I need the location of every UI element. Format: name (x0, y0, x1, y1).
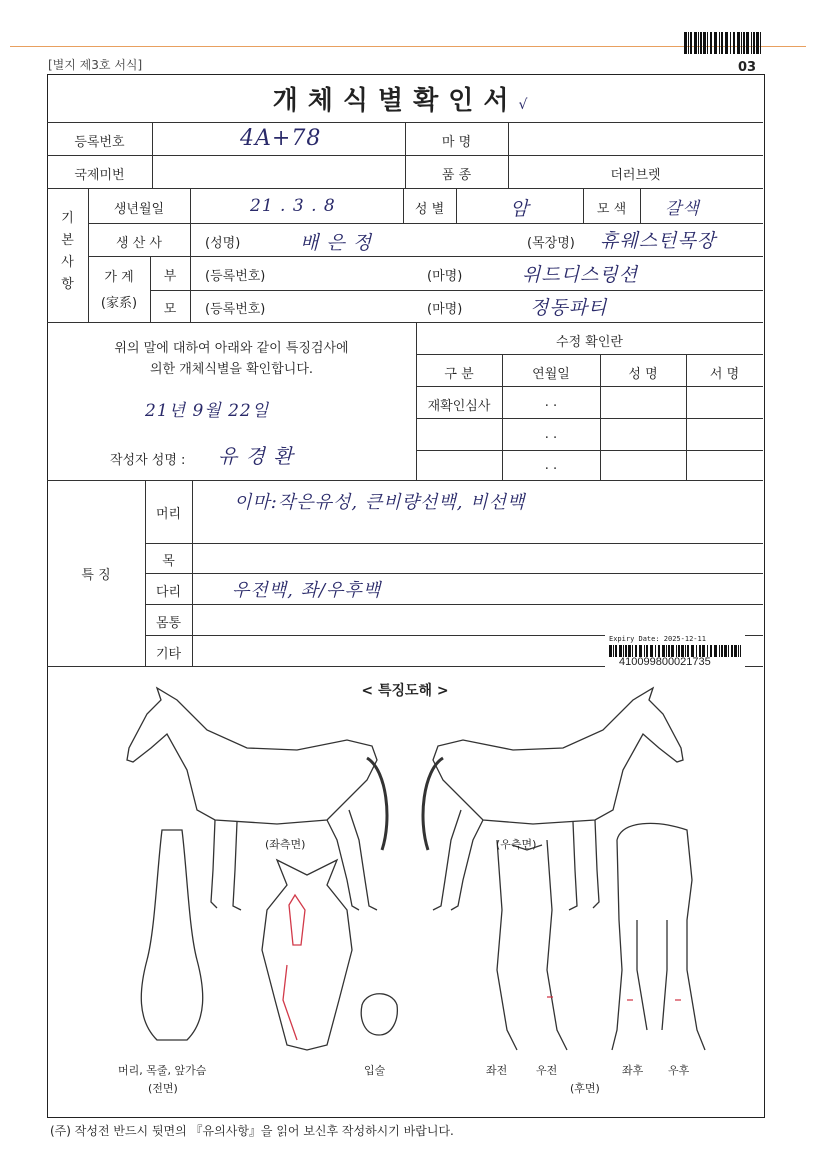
form-label: [별지 제3호 서식] (48, 58, 143, 72)
sire-label: 부 (163, 269, 177, 284)
feature-head-label: 머리 (155, 507, 182, 522)
revision-row1-type: 재확인심사 (427, 399, 491, 414)
front-caption: (전면) (148, 1082, 178, 1095)
rear-caption: (후면) (570, 1082, 600, 1095)
right-side-caption: (우측면) (496, 838, 537, 851)
feature-leg-label: 다리 (155, 585, 182, 600)
front-legs-drawing (497, 840, 567, 1050)
left-side-caption: (좌측면) (265, 838, 306, 851)
pedigree-hanja: (家系) (100, 296, 138, 311)
diagram-title: < 특징도해 > (361, 683, 449, 699)
sire-reg-label: (등록번호) (205, 269, 266, 284)
left-front-caption: 좌전 (486, 1064, 508, 1077)
revision-header-type: 구 분 (444, 367, 474, 382)
right-front-caption: 우전 (536, 1064, 558, 1077)
right-side-horse-drawing (423, 688, 683, 910)
feature-head-value: 이마:작은유성, 큰비량선백, 비선백 (234, 492, 526, 513)
breed-value: 더러브렛 (610, 168, 661, 183)
feature-neck-label: 목 (162, 554, 175, 569)
confirm-line2: 의한 개체식별을 확인합니다. (149, 362, 314, 377)
dam-name-label: (마명) (427, 302, 463, 317)
page-barcode (684, 32, 762, 54)
writer-label: 작성자 성명 : (110, 453, 186, 468)
id-sticker: Expiry Date: 2025-12-11 410099800021735 (605, 635, 745, 671)
farm-label: (목장명) (527, 236, 575, 251)
feature-other-label: 기타 (155, 647, 182, 662)
feature-leg-value: 우전백, 좌/우후백 (232, 580, 382, 601)
features-label: 특 징 (81, 568, 111, 583)
right-hind-caption: 우후 (668, 1064, 690, 1077)
rear-drawing (612, 823, 705, 1050)
reg-label: 등록번호 (74, 135, 125, 150)
revision-header-name: 성 명 (628, 367, 658, 382)
color-value: 갈색 (665, 199, 700, 219)
revision-row2-date: . . (544, 427, 558, 442)
sire-name: 위드디스링션 (522, 264, 639, 286)
revision-row1-date: . . (544, 395, 558, 410)
confirm-date: 21년 9월 22일 (145, 401, 270, 421)
farm-name: 휴웨스턴목장 (600, 230, 717, 252)
basic-side-label: 기 본 사 항 (61, 211, 74, 292)
color-label: 모 색 (596, 202, 627, 217)
intl-label: 국제미번 (74, 168, 125, 183)
lip-drawing (361, 994, 397, 1035)
breeder-name-label: (성명) (205, 236, 241, 251)
feature-body-label: 몸통 (155, 616, 182, 631)
front-head-drawing (262, 860, 352, 1050)
neck-chest-drawing (141, 830, 202, 1040)
dam-name: 정동파티 (530, 297, 608, 319)
horse-diagram (47, 670, 763, 1116)
birth-value: 21 . 3 . 8 (250, 196, 336, 216)
page-number: 03 (738, 60, 757, 75)
left-side-horse-drawing (127, 688, 387, 910)
revision-header-sign: 서 명 (709, 367, 740, 382)
birth-label: 생년월일 (113, 202, 165, 217)
revision-row3-date: . . (544, 458, 558, 473)
dam-label: 모 (163, 302, 177, 317)
lip-caption: 입술 (364, 1064, 386, 1077)
breeder-label: 생 산 사 (116, 236, 162, 251)
revision-header-date: 연월일 (532, 367, 570, 382)
pedigree-label: 가 계 (104, 270, 134, 285)
breed-label: 품 종 (441, 168, 472, 183)
reg-value: 4A+78 (240, 126, 322, 151)
name-label: 마 명 (441, 135, 472, 150)
sex-label: 성 별 (414, 202, 445, 217)
left-hind-caption: 좌후 (622, 1064, 644, 1077)
confirm-line1: 위의 말에 대하여 아래와 같이 특징검사에 (114, 341, 349, 356)
form-title: 개체식별확인서√ (272, 86, 538, 116)
neck-caption: 머리, 목줄, 앞가슴 (118, 1064, 207, 1077)
revision-title: 수정 확인란 (556, 335, 623, 350)
sire-name-label: (마명) (427, 269, 463, 284)
dam-reg-label: (등록번호) (205, 302, 266, 317)
sex-value: 암 (510, 198, 530, 220)
breeder-name: 배 은 정 (300, 232, 373, 254)
footnote: (주) 작성전 반드시 뒷면의 『유의사항』을 읽어 보신후 작성하시기 바랍니다. (50, 1124, 454, 1138)
writer-signature: 유 경 환 (218, 444, 294, 468)
